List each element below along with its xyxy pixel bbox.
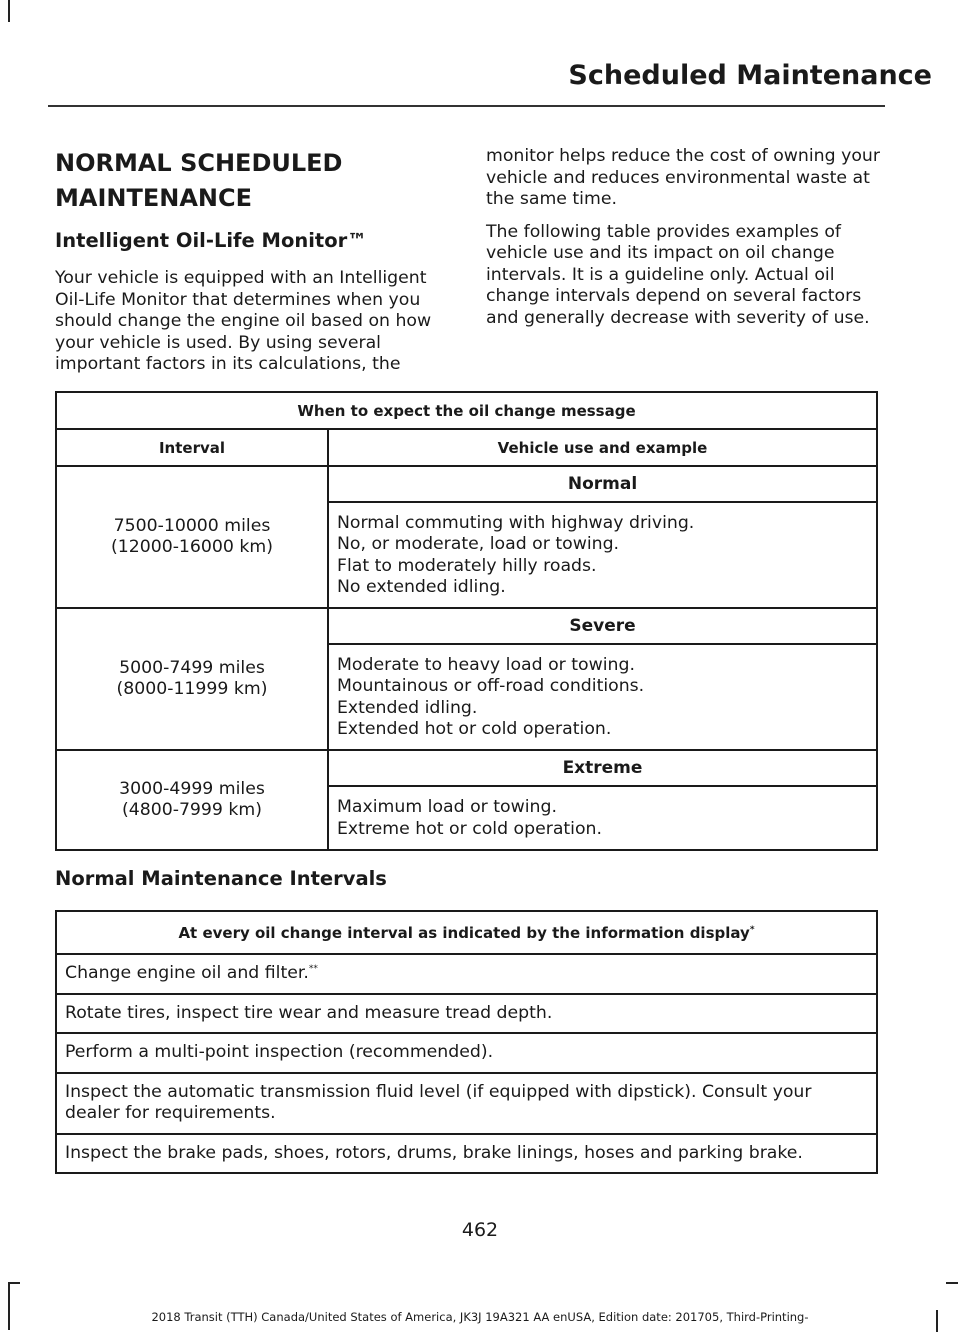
table-row: Perform a multi-point inspection (recommended). <box>56 1033 877 1073</box>
row-text: Change engine oil and filter. <box>65 963 309 983</box>
table-row <box>56 466 877 502</box>
table-caption <box>56 911 877 954</box>
footnote-mark: ** <box>308 964 318 975</box>
interval-miles: 3000-4999 miles <box>119 779 265 800</box>
header-divider <box>48 105 885 107</box>
interval-cell <box>56 466 328 608</box>
crop-mark <box>8 0 10 22</box>
section-heading-line: MAINTENANCE <box>55 184 252 212</box>
description-cell <box>328 502 877 608</box>
description-line: No, or moderate, load or towing. <box>337 534 620 555</box>
table-row <box>56 954 877 994</box>
section-heading <box>55 146 450 216</box>
table-row <box>56 750 877 786</box>
description-line: No extended idling. <box>337 576 506 597</box>
subheading: Intelligent Oil-Life Monitor™ <box>55 229 367 252</box>
interval-miles: 5000-7499 miles <box>119 658 265 679</box>
interval-km: (8000-11999 km) <box>116 679 268 700</box>
maintenance-intervals-table <box>55 910 878 1174</box>
interval-cell <box>56 750 328 850</box>
interval-km: (4800-7999 km) <box>121 800 262 821</box>
left-column <box>55 146 450 387</box>
description-line: Flat to moderately hilly roads. <box>337 555 597 576</box>
oil-change-table <box>55 391 878 851</box>
body-paragraph: The following table provides examples of vehicle use and its impact on oil change intervals. It is a guideline only. Actual oil change intervals depend on several factors and generally decrease with severity of use. <box>486 221 870 328</box>
description-line: Extended hot or cold operation. <box>337 719 612 740</box>
table-row: Inspect the automatic transmission fluid level (if equipped with dipstick). Consult your dealer for requirements. <box>56 1073 877 1134</box>
interval-miles: 7500-10000 miles <box>113 516 271 537</box>
description-cell <box>328 644 877 750</box>
intervals-heading: Normal Maintenance Intervals <box>55 867 387 890</box>
description-line: Extended idling. <box>337 697 478 718</box>
page-number: 462 <box>461 1219 499 1241</box>
edition-footer: 2018 Transit (TTH) Canada/United States of America, JK3J 19A321 AA enUSA, Edition date: 201705, Third-Printing- <box>151 1310 809 1324</box>
column-header-interval: Interval <box>56 429 328 466</box>
description-line: Normal commuting with highway driving. <box>337 513 695 533</box>
description-line: Maximum load or towing. <box>337 797 557 818</box>
category-label: Extreme <box>328 750 877 786</box>
category-label: Severe <box>328 608 877 644</box>
page-header-title: Scheduled Maintenance <box>568 60 932 91</box>
crop-mark <box>8 1282 20 1284</box>
description-line: Extreme hot or cold operation. <box>337 818 603 839</box>
section-heading-line: NORMAL SCHEDULED <box>55 149 343 177</box>
table-row: Inspect the brake pads, shoes, rotors, drums, brake linings, hoses and parking brake. <box>56 1134 877 1174</box>
crop-mark <box>946 1282 958 1284</box>
category-label: Normal <box>328 466 877 502</box>
table-row <box>56 608 877 644</box>
caption-text: At every oil change interval as indicated by the information display <box>178 923 750 942</box>
column-header-use: Vehicle use and example <box>328 429 877 466</box>
right-column <box>486 146 881 340</box>
interval-cell <box>56 608 328 750</box>
description-cell <box>328 786 877 850</box>
table-caption: When to expect the oil change message <box>56 392 877 429</box>
interval-km: (12000-16000 km) <box>110 537 273 558</box>
description-line: Mountainous or off-road conditions. <box>337 676 645 697</box>
body-paragraph: monitor helps reduce the cost of owning your vehicle and reduces environmental waste at the same time. <box>486 146 880 209</box>
description-line: Moderate to heavy load or towing. <box>337 655 635 676</box>
footnote-mark: * <box>749 924 755 935</box>
body-paragraph: Your vehicle is equipped with an Intelligent Oil-Life Monitor that determines when you should change the engine oil based on how your vehicle is used. By using several important factors in its calculations, the <box>55 268 432 374</box>
table-row: Rotate tires, inspect tire wear and measure tread depth. <box>56 994 877 1034</box>
